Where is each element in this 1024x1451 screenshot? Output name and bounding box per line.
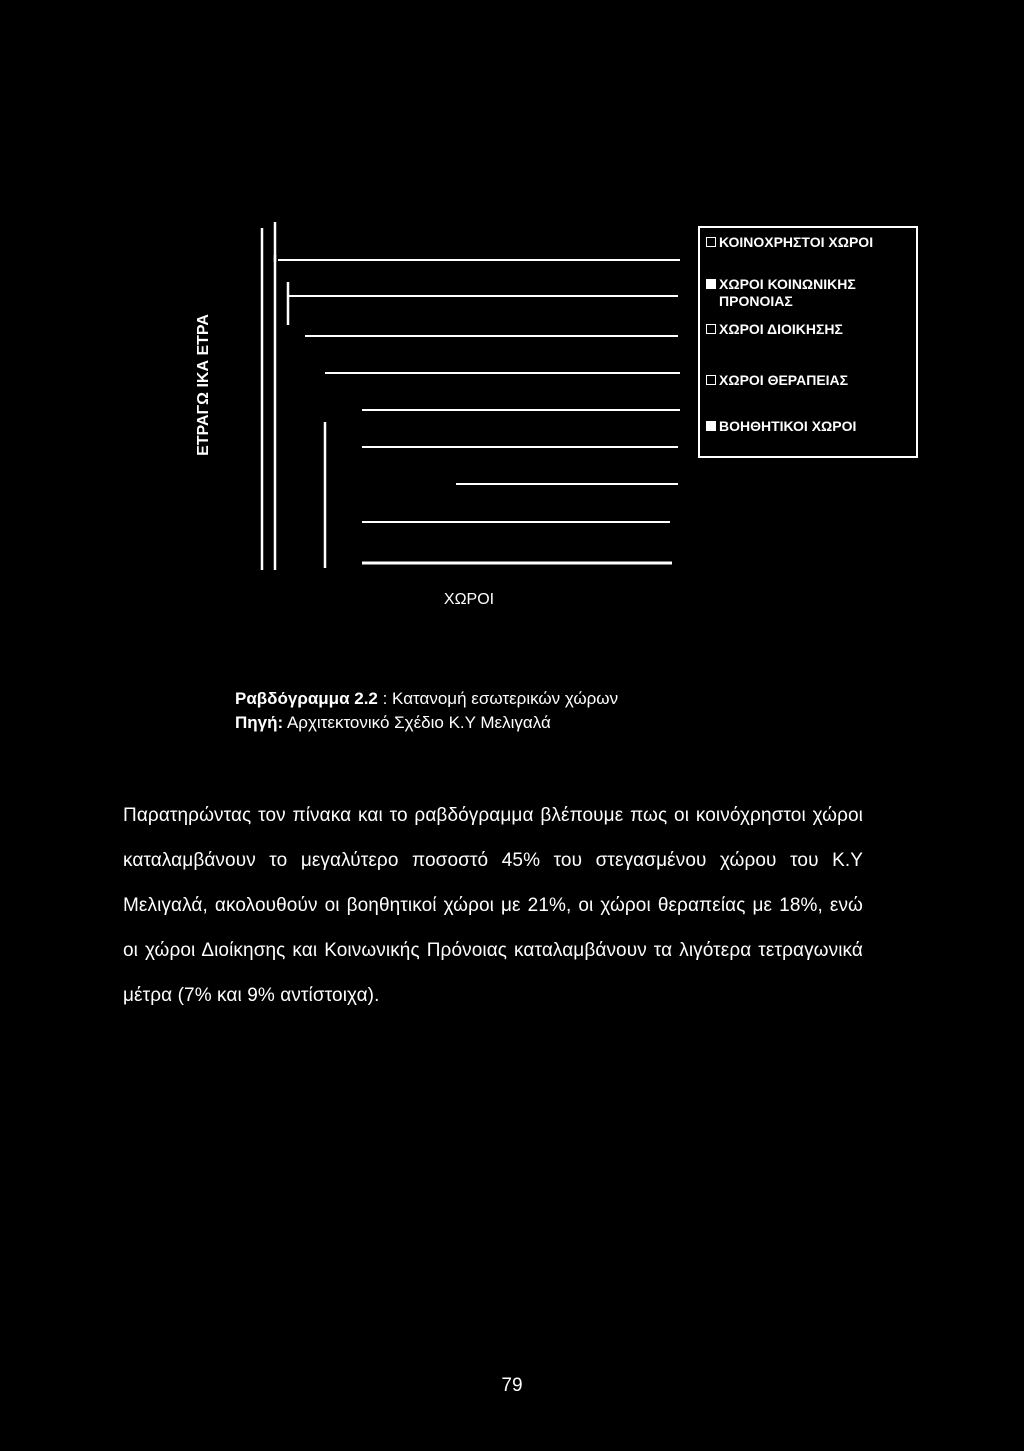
legend-swatch-filled xyxy=(706,279,716,289)
legend-item-common-areas xyxy=(706,234,873,251)
x-axis-label: ΧΩΡΟΙ xyxy=(443,591,495,608)
legend-item-administration xyxy=(706,321,843,338)
figure-title: : Κατανομή εσωτερικών χώρων xyxy=(377,689,619,708)
legend-swatch-hollow xyxy=(706,375,716,385)
legend-label: ΒΟΗΘΗΤΙΚΟΙ ΧΩΡΟΙ xyxy=(719,418,857,434)
figure-number: Ραβδόγραμμα 2.2 xyxy=(235,689,378,708)
legend-label: ΧΩΡΟΙ ΚΟΙΝΩΝΙΚΗΣ ΠΡΟΝΟΙΑΣ xyxy=(719,276,856,309)
legend-item-social-care xyxy=(706,276,856,310)
figure-caption xyxy=(235,689,618,709)
source-text: Αρχιτεκτονικό Σχέδιο Κ.Υ Μελιγαλά xyxy=(283,713,551,732)
source-label: Πηγή: xyxy=(235,713,284,732)
page-number: 79 xyxy=(501,1375,523,1396)
chart-frame xyxy=(262,222,325,570)
y-axis-label: ΕΤΡΑΓΩ ΙΚΑ ΕΤΡΑ xyxy=(195,314,212,456)
legend-label: ΧΩΡΟΙ ΘΕΡΑΠΕΙΑΣ xyxy=(719,372,849,388)
legend-label: ΧΩΡΟΙ ΔΙΟΙΚΗΣΗΣ xyxy=(719,321,843,337)
legend-swatch-filled xyxy=(706,421,716,431)
legend-item-therapy xyxy=(706,372,848,389)
legend-label: ΚΟΙΝΟΧΡΗΣΤΟΙ ΧΩΡΟΙ xyxy=(719,234,874,250)
bar-lines xyxy=(278,260,680,563)
body-paragraph: Παρατηρώντας τον πίνακα και το ραβδόγραμμα βλέπουμε πως οι κοινόχρηστοι χώροι καταλαμβάνουν το μεγαλύτερο ποσοστό 45% του στεγασμένου χώρου του Κ.Υ Μελιγαλά, ακολουθούν οι βοηθητικοί χώροι με 21%, οι χώροι θεραπείας με 18%, ενώ οι χώροι Διοίκησης και Κοινωνικής Πρόνοιας καταλαμβάνουν τα λιγότερα τετραγωνικά μέτρα (7% και 9% αντίστοιχα). xyxy=(123,805,863,1006)
figure-source xyxy=(235,713,551,733)
legend-swatch-hollow xyxy=(706,324,716,334)
chart-legend xyxy=(698,226,918,458)
legend-item-auxiliary xyxy=(706,418,856,435)
legend-swatch-hollow xyxy=(706,237,716,247)
